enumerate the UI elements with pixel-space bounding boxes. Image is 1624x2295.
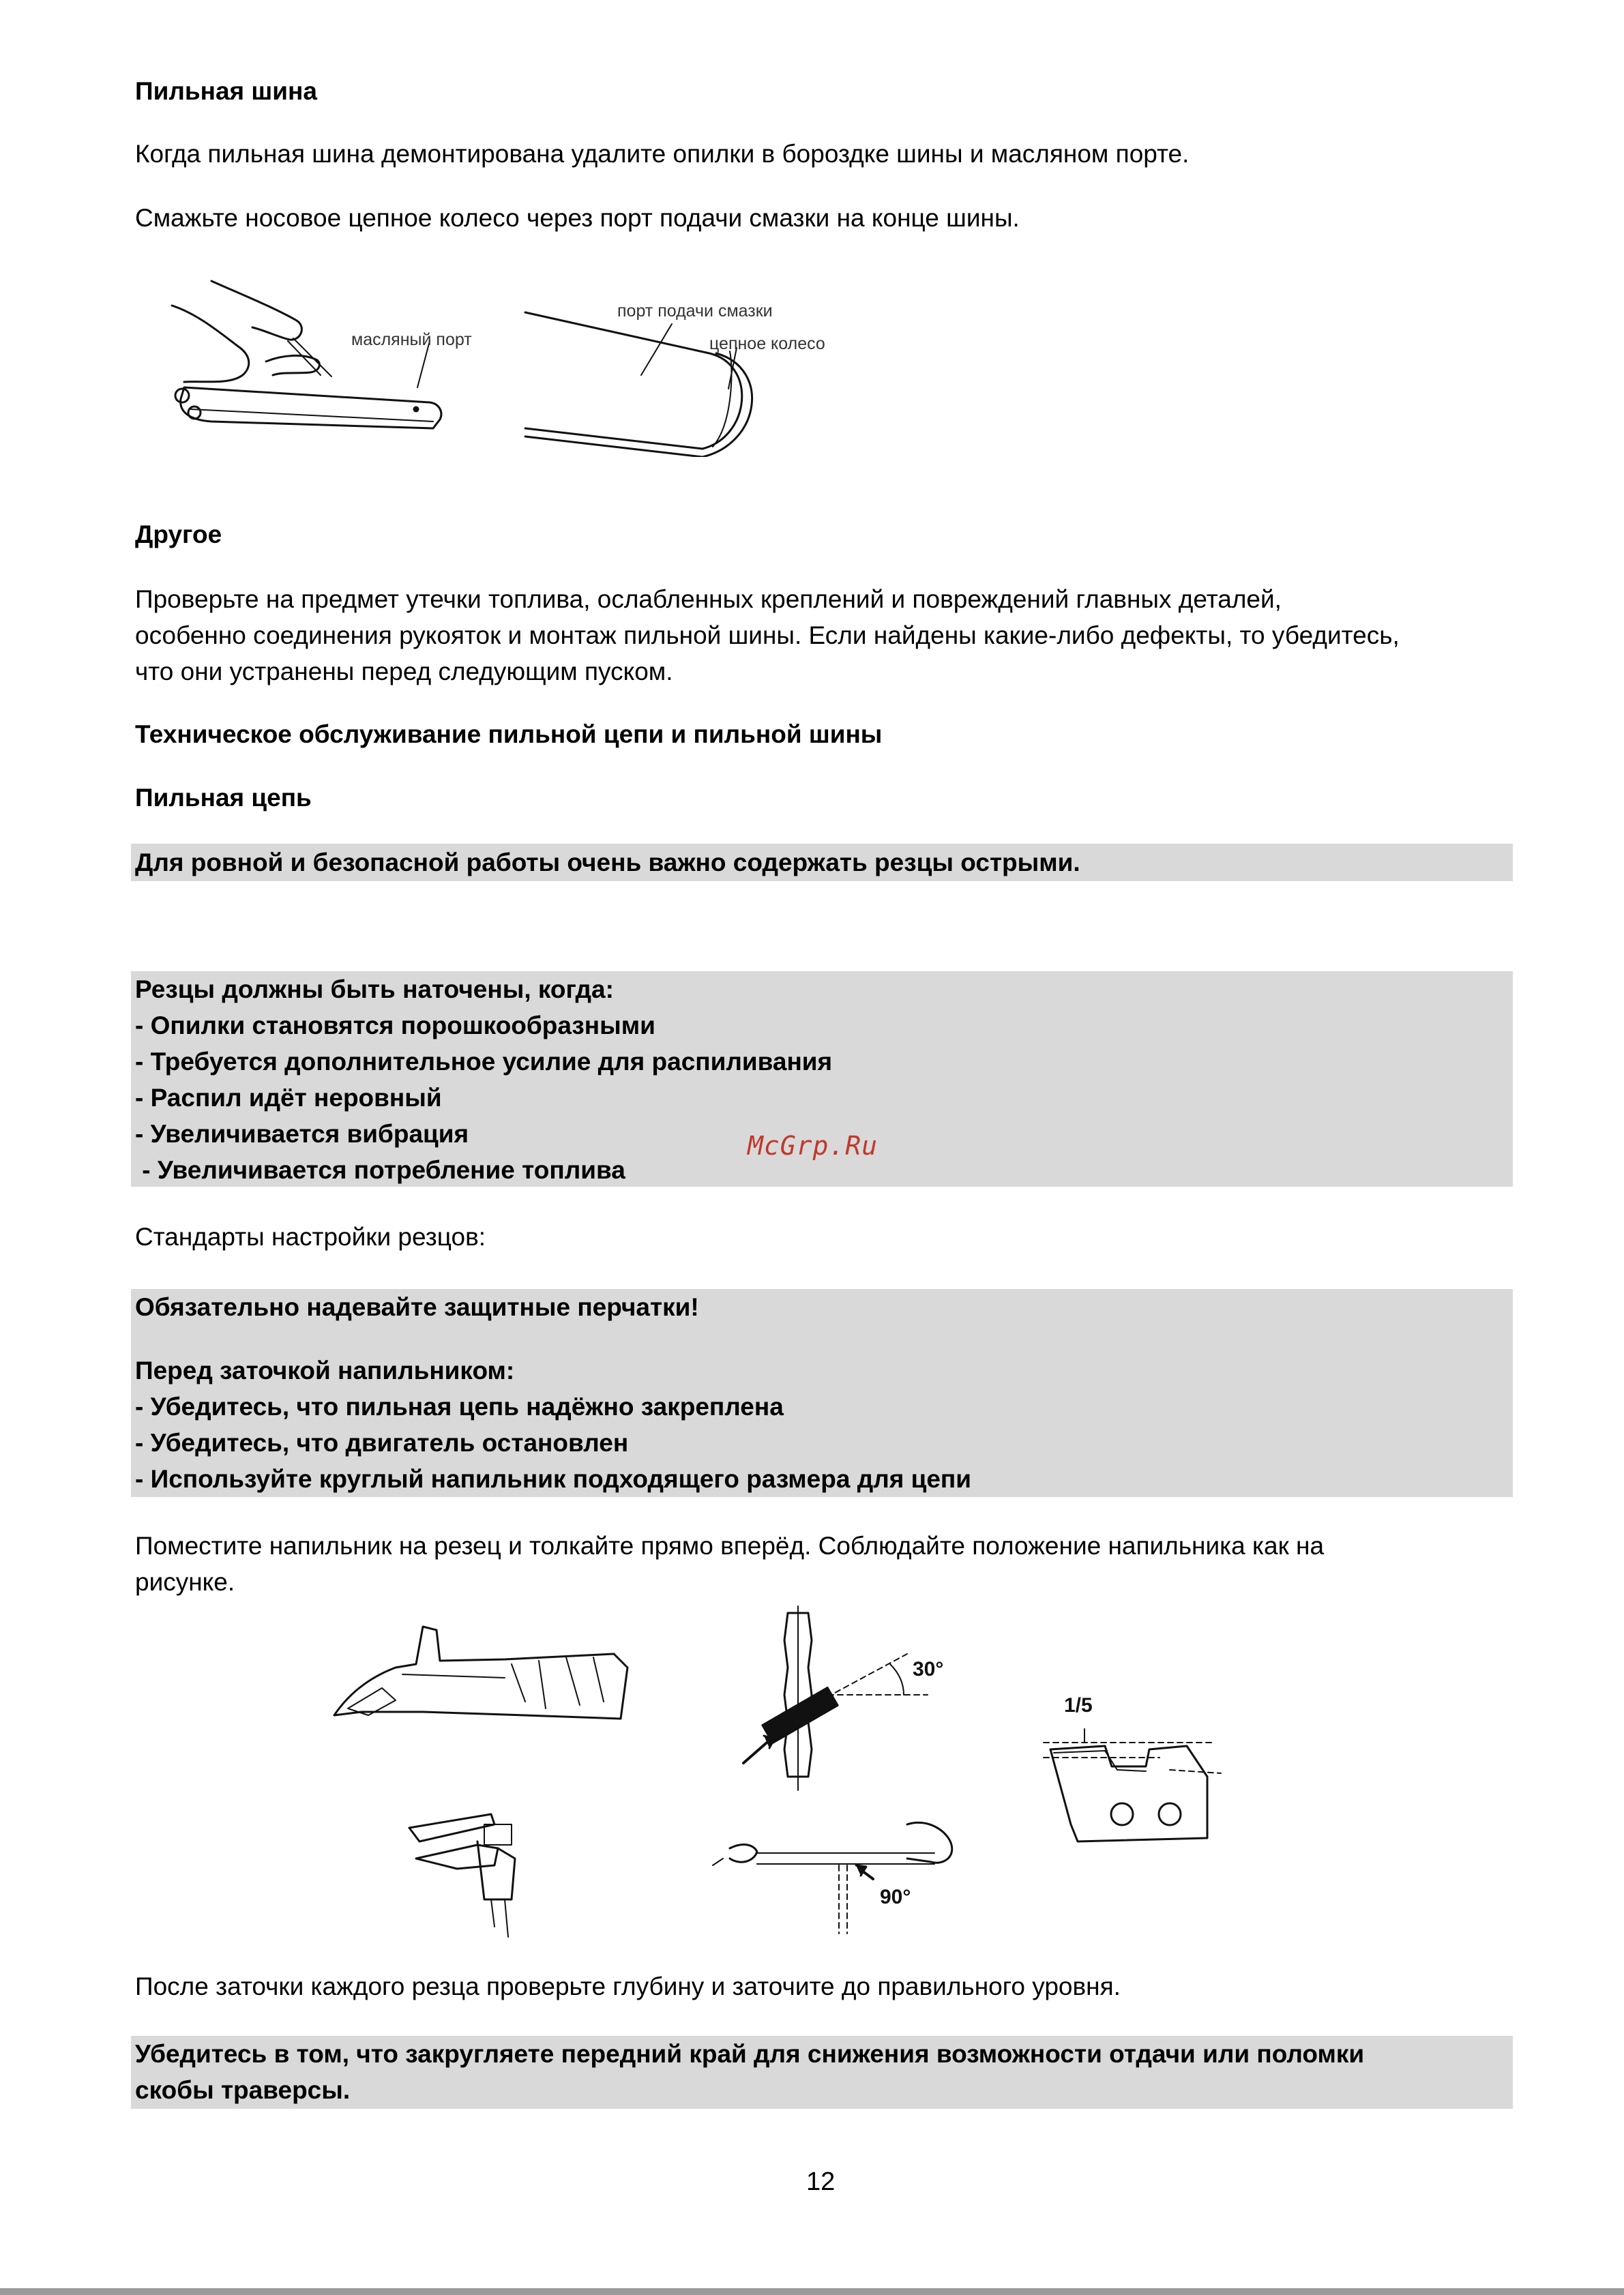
before-filing-item: - Убедитесь, что двигатель остановлен — [135, 1429, 629, 1457]
sharpen-when-item: - Увеличивается потребление топлива — [135, 1156, 625, 1184]
gloves-note: Обязательно надевайте защитные перчатки! — [135, 1293, 699, 1321]
sharpening-figure — [321, 1599, 1289, 1947]
bar-paragraph-1: Когда пильная шина демонтирована удалите опилки в бороздке шины и масляном порте. — [135, 140, 1190, 168]
angle-90-label: 90° — [880, 1886, 911, 1908]
after-sharpening-text: После заточки каждого резца проверьте глубину и заточите до правильного уровня. — [135, 1972, 1121, 2000]
other-heading: Другое — [135, 520, 222, 548]
watermark: McGrp.Ru — [748, 1131, 879, 1161]
lube-port-label: порт подачи смазки — [617, 301, 773, 321]
bar-cleaning-figure — [164, 273, 873, 457]
round-edge-line-2: скобы траверсы. — [135, 2076, 351, 2104]
sharp-note: Для ровной и безопасной работы очень важно содержать резцы острыми. — [135, 848, 1080, 876]
file-instruction-line-2: рисунке. — [135, 1568, 235, 1596]
safety-band — [131, 1289, 1513, 1497]
bar-paragraph-2: Смажьте носовое цепное колесо через порт подачи смазки на конце шины. — [135, 204, 1020, 232]
other-line-1: Проверьте на предмет утечки топлива, ослабленных креплений и повреждений главных деталей, — [135, 585, 1282, 613]
file-instruction-line-1: Поместите напильник на резец и толкайте прямо вперёд. Соблюдайте положение напильника как на — [135, 1532, 1325, 1560]
saw-body-outline — [334, 1627, 628, 1719]
round-file — [763, 1688, 838, 1743]
sprocket-label: цепное колесо — [709, 334, 825, 353]
before-filing-title: Перед заточкой напильником: — [135, 1357, 515, 1385]
page-bottom-edge — [0, 2288, 1624, 2295]
oil-port-label: масляный порт — [351, 330, 472, 349]
other-line-3: что они устранены перед следующим пуском. — [135, 657, 673, 685]
before-filing-item: - Убедитесь, что пильная цепь надёжно закреплена — [135, 1393, 784, 1421]
bar-outline — [181, 387, 441, 428]
before-filing-item: - Используйте круглый напильник подходящего размера для цепи — [135, 1465, 971, 1493]
round-edge-line-1: Убедитесь в том, что закругляете передний край для снижения возможности отдачи или поломки — [135, 2040, 1365, 2068]
sharpen-when-item: - Увеличивается вибрация — [135, 1120, 469, 1148]
chain-heading: Пильная цепь — [135, 784, 312, 812]
other-line-2: особенно соединения рукояток и монтаж пильной шины. Если найдены какие-либо дефекты, то убедитесь, — [135, 621, 1400, 649]
sharpen-when-item: - Требуется дополнительное усилие для распиливания — [135, 1048, 833, 1076]
file-handle — [730, 1845, 757, 1863]
sharpen-when-title: Резцы должны быть наточены, когда: — [135, 975, 614, 1003]
sharpen-when-item: - Распил идёт неровный — [135, 1084, 442, 1112]
bar-heading: Пильная шина — [135, 77, 317, 105]
standards-label: Стандарты настройки резцов: — [135, 1223, 486, 1251]
round-edge-band — [131, 2036, 1513, 2109]
sharpen-when-item: - Опилки становятся порошкообразными — [135, 1011, 655, 1039]
hand-outline — [172, 306, 249, 382]
maintenance-heading: Техническое обслуживание пильной цепи и пильной шины — [135, 720, 883, 748]
page-number: 12 — [806, 2167, 836, 2196]
depth-ratio-label: 1/5 — [1064, 1694, 1093, 1717]
file-holder-outline — [409, 1814, 494, 1841]
bar-nose-outline — [525, 312, 742, 449]
angle-30-label: 30° — [913, 1658, 944, 1680]
sharp-note-band — [131, 844, 1513, 881]
cutter-link-outline — [1050, 1746, 1207, 1841]
